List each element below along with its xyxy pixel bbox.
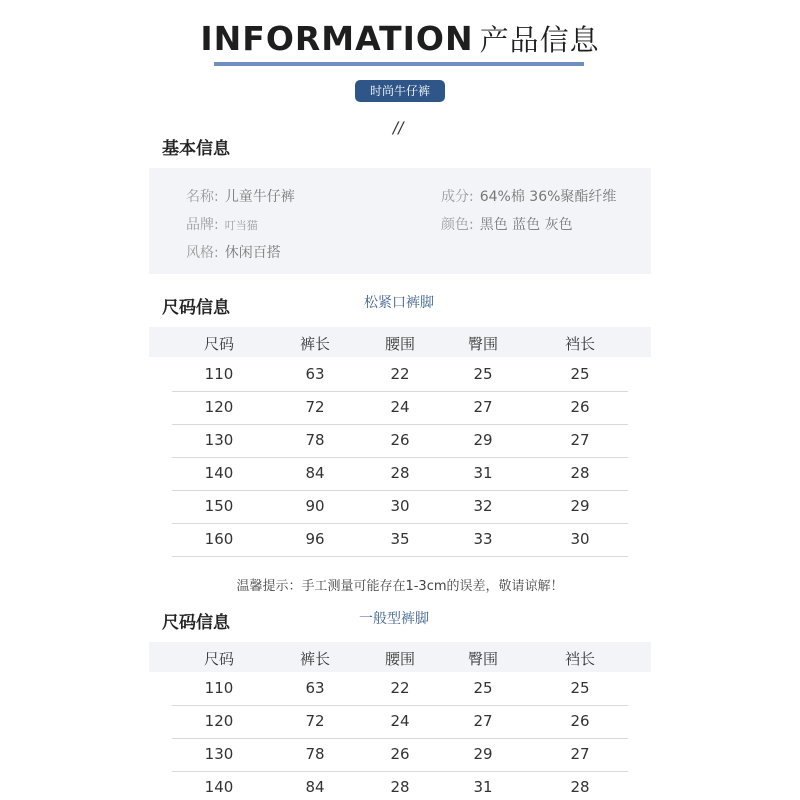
info-name-value: 儿童牛仔裤 [224, 189, 295, 205]
table-cell-hip: 31 [473, 778, 493, 796]
table1-header-waist: 腰围 [384, 335, 415, 353]
table-cell-hip: 27 [473, 398, 493, 416]
table-cell-size: 140 [204, 464, 234, 482]
table-cell-size: 120 [204, 712, 234, 730]
table-cell-waist: 26 [390, 431, 410, 449]
info-style-value: 休闲百搭 [224, 245, 281, 261]
table2-header-hip: 臀围 [467, 650, 498, 668]
table-cell-length: 63 [305, 679, 325, 697]
table-cell-hip: 33 [473, 530, 493, 548]
table-cell-length: 72 [305, 712, 325, 730]
table-cell-rise: 28 [570, 778, 590, 796]
info-name-label: 名称: [186, 189, 219, 205]
table-cell-length: 78 [305, 431, 325, 449]
table-cell-size: 130 [204, 431, 234, 449]
table-cell-length: 72 [305, 398, 325, 416]
info-material [441, 186, 616, 206]
info-material-value: 64%棉 36%聚酯纤维 [479, 189, 617, 205]
basic-info-panel [149, 168, 651, 274]
table-cell-hip: 29 [473, 745, 493, 763]
table-cell-hip: 32 [473, 497, 493, 515]
info-brand-label: 品牌: [186, 217, 219, 233]
basic-info-title: 基本信息 [162, 139, 230, 159]
table2-header-size: 尺码 [203, 650, 234, 668]
table-row [172, 772, 628, 800]
table-cell-length: 78 [305, 745, 325, 763]
table1-header-size: 尺码 [203, 335, 234, 353]
table-cell-rise: 27 [570, 745, 590, 763]
table2-header-length: 裤长 [299, 650, 330, 668]
info-brand [186, 214, 258, 234]
table-cell-size: 130 [204, 745, 234, 763]
table-cell-length: 84 [305, 778, 325, 796]
table-cell-hip: 25 [473, 365, 493, 383]
table-row [172, 425, 628, 458]
page-header [0, 18, 800, 59]
table-row [172, 491, 628, 524]
info-brand-value: 叮当猫 [224, 219, 258, 232]
header-underline [214, 62, 584, 66]
info-name [186, 186, 295, 206]
table-cell-length: 63 [305, 365, 325, 383]
table-cell-waist: 28 [390, 778, 410, 796]
table-cell-waist: 30 [390, 497, 410, 515]
info-color-label: 颜色: [441, 217, 474, 233]
info-style-label: 风格: [186, 245, 219, 261]
decorative-slashes: // [391, 118, 406, 137]
table-cell-size: 110 [204, 679, 234, 697]
size-table1-title: 尺码信息 [162, 298, 230, 318]
table2-header-rise: 裆长 [564, 650, 595, 668]
table-cell-hip: 29 [473, 431, 493, 449]
table-cell-waist: 22 [390, 679, 410, 697]
table-cell-length: 84 [305, 464, 325, 482]
table-cell-hip: 27 [473, 712, 493, 730]
size-table2-title: 尺码信息 [162, 613, 230, 633]
table-row [172, 392, 628, 425]
table-cell-length: 96 [305, 530, 325, 548]
table-cell-waist: 22 [390, 365, 410, 383]
header-title [200, 18, 599, 59]
table-cell-rise: 25 [570, 365, 590, 383]
table-cell-size: 110 [204, 365, 234, 383]
table-row [172, 739, 628, 772]
table-cell-waist: 24 [390, 398, 410, 416]
table-cell-length: 90 [305, 497, 325, 515]
table-cell-rise: 26 [570, 398, 590, 416]
measurement-tip: 温馨提示：手工测量可能存在1-3cm的误差，敬请谅解！ [236, 579, 564, 594]
size-table2-subtitle: 一般型裤脚 [359, 611, 429, 627]
table-row [172, 524, 628, 557]
table1-header-rise: 裆长 [564, 335, 595, 353]
table-cell-rise: 28 [570, 464, 590, 482]
size-table1-header [149, 327, 651, 357]
category-pill: 时尚牛仔裤 [355, 80, 445, 102]
table1-header-length: 裤长 [299, 335, 330, 353]
table-cell-rise: 25 [570, 679, 590, 697]
table-cell-size: 140 [204, 778, 234, 796]
table-cell-size: 120 [204, 398, 234, 416]
table-cell-waist: 26 [390, 745, 410, 763]
table-cell-waist: 28 [390, 464, 410, 482]
table-row [172, 458, 628, 491]
table2-header-waist: 腰围 [384, 650, 415, 668]
table-cell-rise: 26 [570, 712, 590, 730]
table-cell-rise: 30 [570, 530, 590, 548]
table-cell-size: 150 [204, 497, 234, 515]
info-style [186, 242, 281, 262]
info-material-label: 成分: [441, 189, 474, 205]
table-cell-waist: 24 [390, 712, 410, 730]
size-table2-header [149, 642, 651, 672]
info-color-value: 黑色 蓝色 灰色 [479, 217, 573, 233]
table-row [172, 673, 628, 706]
table-cell-hip: 31 [473, 464, 493, 482]
header-title-cn: 产品信息 [479, 23, 600, 57]
info-color [441, 214, 573, 234]
size-table1-subtitle: 松紧口裤脚 [364, 295, 434, 311]
header-title-en: INFORMATION [200, 19, 474, 58]
table-cell-waist: 35 [390, 530, 410, 548]
table-cell-rise: 27 [570, 431, 590, 449]
table1-header-hip: 臀围 [467, 335, 498, 353]
table-cell-rise: 29 [570, 497, 590, 515]
table-cell-size: 160 [204, 530, 234, 548]
table-row [172, 359, 628, 392]
table-row [172, 706, 628, 739]
table-cell-hip: 25 [473, 679, 493, 697]
